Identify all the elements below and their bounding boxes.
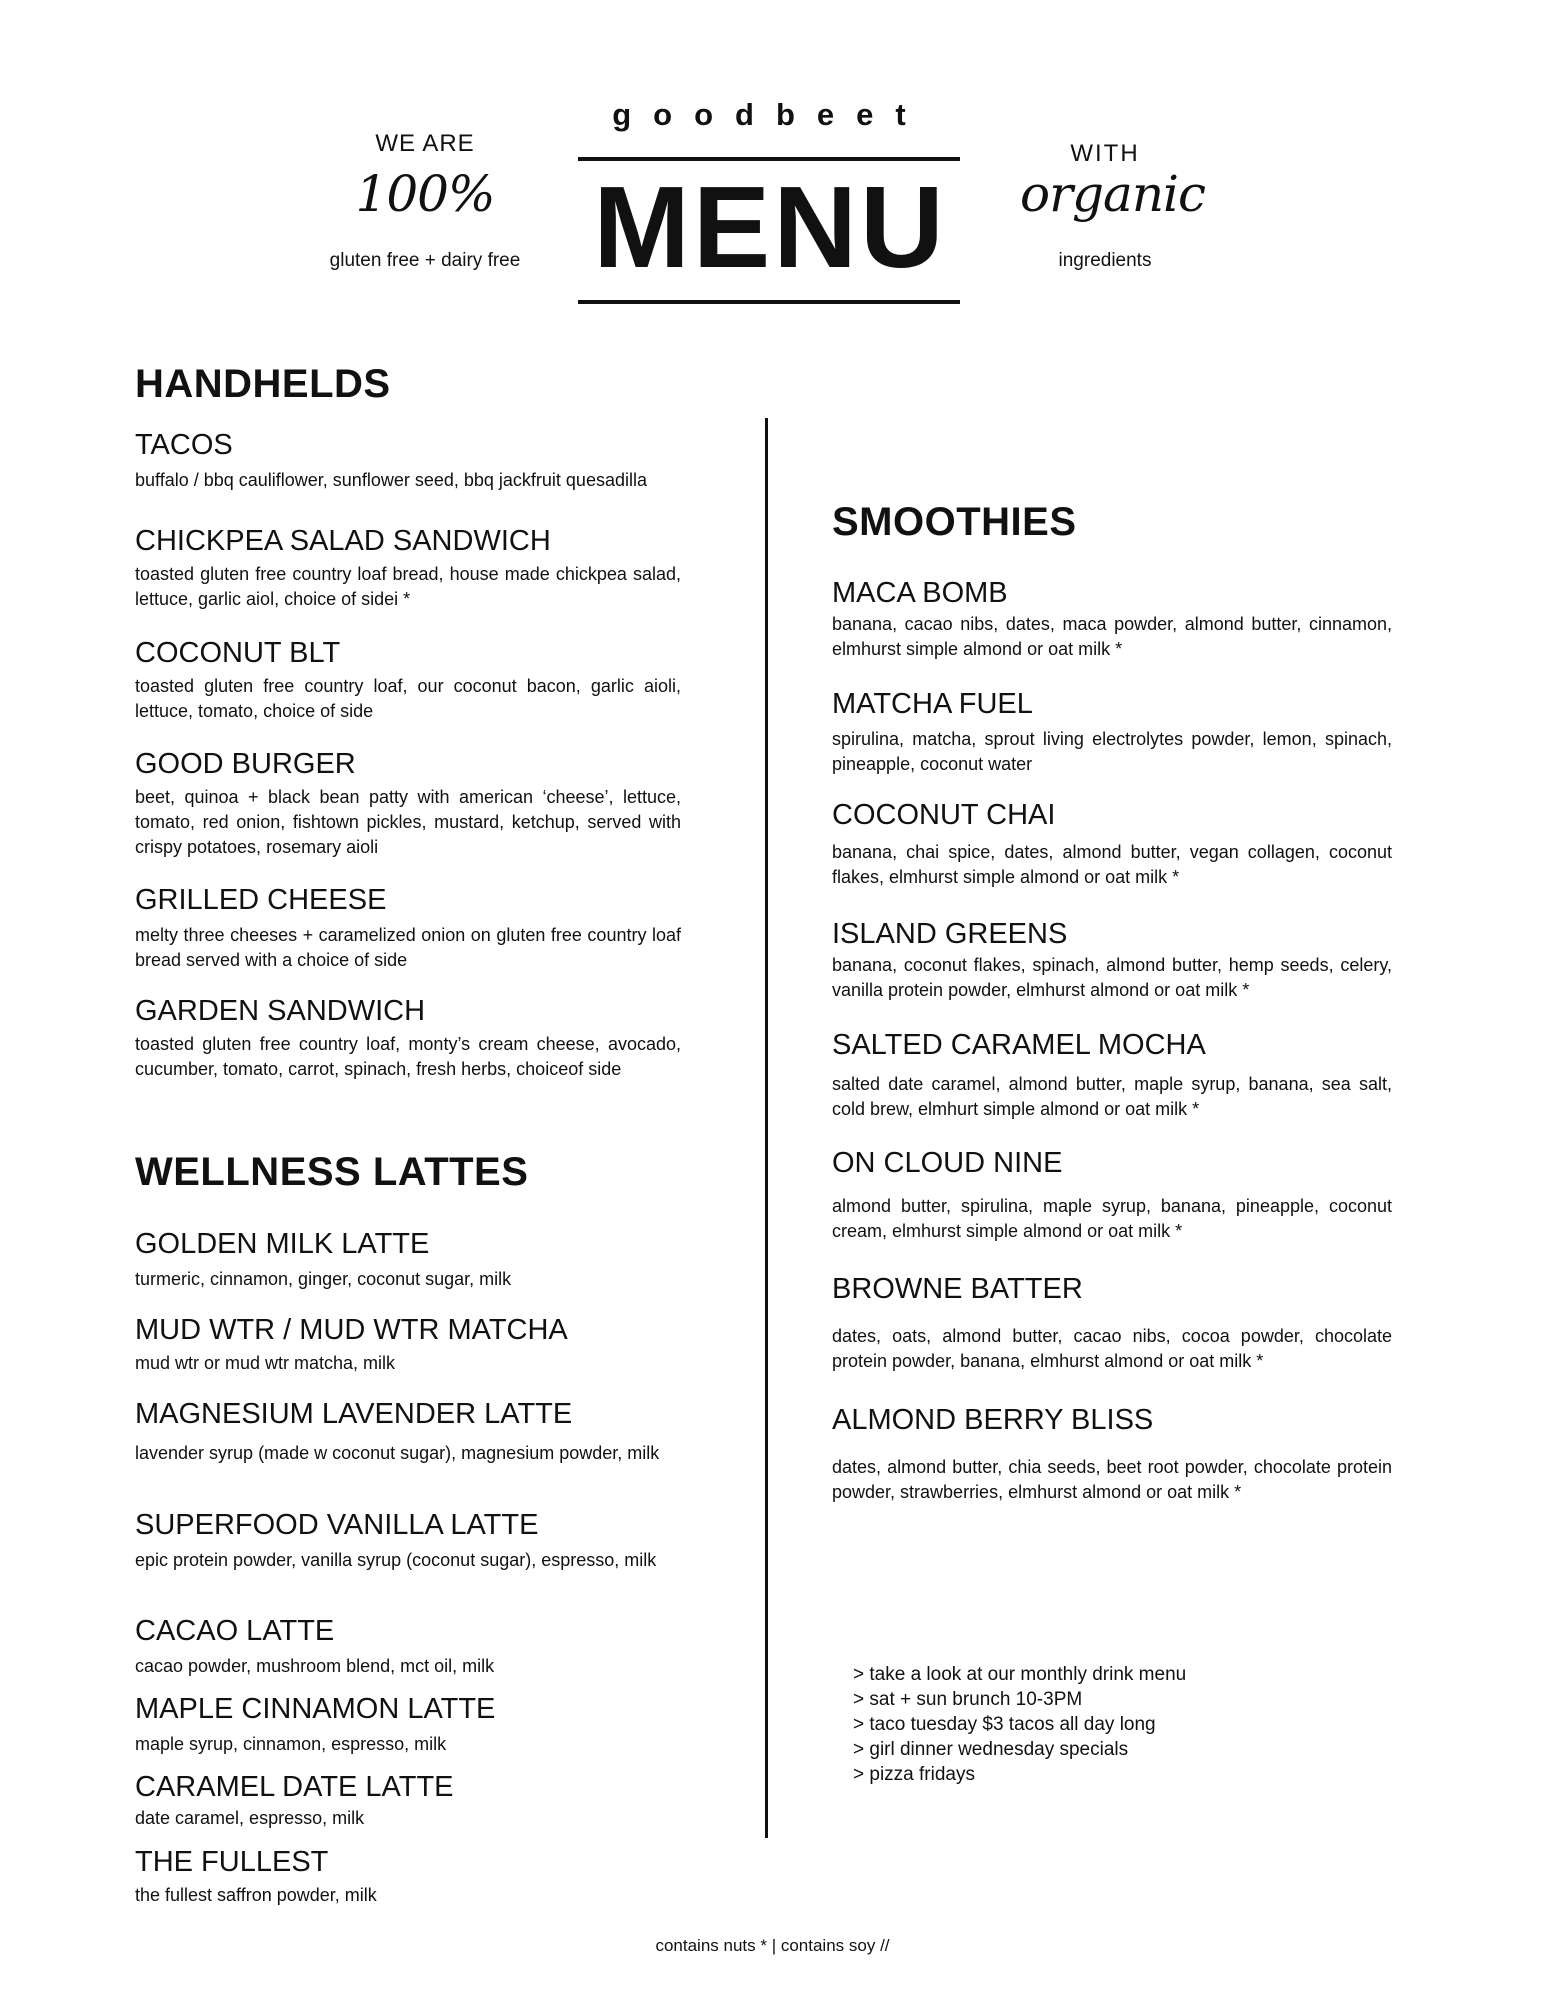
note-line: > taco tuesday $3 tacos all day long — [853, 1714, 1156, 1735]
item-name: MACA BOMB — [832, 577, 1008, 609]
item-description: maple syrup, cinnamon, espresso, milk — [135, 1734, 447, 1754]
wellness-lattes-title: WELLNESS LATTES — [135, 1150, 529, 1194]
menu-item — [135, 428, 681, 493]
note-line: > sat + sun brunch 10-3PM — [853, 1689, 1083, 1710]
menu-item — [135, 636, 681, 724]
item-name: GARDEN SANDWICH — [135, 995, 426, 1027]
menu-top-rule — [578, 157, 960, 161]
item-name: TACOS — [135, 429, 233, 461]
item-description: toasted gluten free country loaf bread, house made chickpea salad, lettuce, garlic aiol, choice of sidei * — [135, 564, 681, 609]
note-line: > pizza fridays — [853, 1764, 975, 1785]
item-description: banana, coconut flakes, spinach, almond butter, hemp seeds, celery, vanilla protein powder, elmhurst almond or oat milk * — [832, 955, 1392, 1000]
menu-item — [832, 687, 1392, 777]
item-description: epic protein powder, vanilla syrup (coconut sugar), espresso, milk — [135, 1550, 657, 1570]
item-description: almond butter, spirulina, maple syrup, banana, pineapple, coconut cream, elmhurst simple almond or oat milk * — [832, 1196, 1392, 1241]
item-description: lavender syrup (made w coconut sugar), magnesium powder, milk — [135, 1443, 660, 1463]
item-name: SALTED CARAMEL MOCHA — [832, 1029, 1206, 1061]
item-description: dates, oats, almond butter, cacao nibs, cocoa powder, chocolate protein powder, banana, elmhurst almond or oat milk * — [832, 1326, 1392, 1371]
item-name: MUD WTR / MUD WTR MATCHA — [135, 1314, 568, 1346]
item-description: cacao powder, mushroom blend, mct oil, milk — [135, 1656, 495, 1676]
item-description: melty three cheeses + caramelized onion on gluten free country loaf bread served with a choice of side — [135, 925, 681, 970]
item-name: ON CLOUD NINE — [832, 1147, 1063, 1179]
item-description: date caramel, espresso, milk — [135, 1808, 365, 1828]
item-description: toasted gluten free country loaf, our coconut bacon, garlic aioli, lettuce, tomato, choice of side — [135, 676, 681, 721]
we-are-label: WE ARE — [375, 130, 475, 157]
menu-item — [832, 576, 1392, 662]
item-name: CARAMEL DATE LATTE — [135, 1771, 454, 1803]
item-description: banana, cacao nibs, dates, maca powder, almond butter, cinnamon, elmhurst simple almond or oat milk * — [832, 614, 1392, 659]
item-name: COCONUT BLT — [135, 637, 341, 669]
menu-item — [135, 1770, 681, 1831]
item-description: spirulina, matcha, sprout living electrolytes powder, lemon, spinach, pineapple, coconut water — [832, 729, 1392, 774]
item-description: mud wtr or mud wtr matcha, milk — [135, 1353, 396, 1373]
menu-item — [135, 1313, 681, 1376]
item-name: GOOD BURGER — [135, 748, 356, 780]
note-line: > take a look at our monthly drink menu — [853, 1664, 1187, 1685]
menu-item — [135, 1692, 681, 1757]
item-name: GOLDEN MILK LATTE — [135, 1228, 430, 1260]
menu-title: MENU — [593, 162, 947, 292]
menu-item — [832, 917, 1392, 1003]
item-description: buffalo / bbq cauliflower, sunflower seed, bbq jackfruit quesadilla — [135, 470, 647, 490]
item-description: dates, almond butter, chia seeds, beet root powder, chocolate protein powder, strawberries, elmhurst almond or oat milk * — [832, 1457, 1392, 1502]
menu-item — [135, 883, 681, 973]
menu-item — [135, 524, 681, 612]
item-description: salted date caramel, almond butter, maple syrup, banana, sea salt, cold brew, elmhurt simple almond or oat milk * — [832, 1074, 1392, 1119]
gluten-free-dairy-free-label: gluten free + dairy free — [329, 250, 521, 271]
item-name: MATCHA FUEL — [832, 688, 1033, 720]
item-name: THE FULLEST — [135, 1846, 329, 1878]
item-name: MAPLE CINNAMON LATTE — [135, 1693, 496, 1725]
item-name: BROWNE BATTER — [832, 1273, 1083, 1305]
item-name: CHICKPEA SALAD SANDWICH — [135, 525, 551, 557]
menu-item — [135, 1227, 681, 1292]
item-name: GRILLED CHEESE — [135, 884, 387, 916]
item-name: SUPERFOOD VANILLA LATTE — [135, 1509, 539, 1541]
menu-item — [135, 1614, 681, 1679]
item-name: ISLAND GREENS — [832, 918, 1068, 950]
menu-item — [135, 1845, 681, 1908]
column-divider — [765, 418, 768, 1838]
item-description: beet, quinoa + black bean patty with american ‘cheese’, lettuce, tomato, red onion, fishtown pickles, mustard, ketchup, served with crispy potatoes, rosemary aioli — [135, 787, 681, 857]
menu-bottom-rule — [578, 300, 960, 304]
smoothies-title: SMOOTHIES — [832, 500, 1077, 544]
menu-item — [135, 1397, 681, 1466]
item-name: ALMOND BERRY BLISS — [832, 1404, 1154, 1436]
item-name: MAGNESIUM LAVENDER LATTE — [135, 1398, 573, 1430]
item-name: COCONUT CHAI — [832, 799, 1056, 831]
item-description: turmeric, cinnamon, ginger, coconut sugar, milk — [135, 1269, 512, 1289]
menu-item — [135, 1508, 681, 1573]
menu-item — [135, 747, 681, 860]
item-name: CACAO LATTE — [135, 1615, 335, 1647]
specials-notes — [853, 1662, 1186, 1787]
menu-item — [135, 994, 681, 1082]
brand-name: goodbeet — [612, 97, 928, 132]
handhelds-title: HANDHELDS — [135, 362, 391, 406]
allergen-legend: contains nuts * | contains soy // — [655, 1936, 890, 1955]
ingredients-label: ingredients — [1058, 250, 1152, 271]
menu-item — [832, 798, 1392, 890]
menu-item — [832, 1272, 1392, 1374]
menu-item — [832, 1403, 1392, 1505]
menu-item — [832, 1146, 1392, 1244]
hundred-percent-script: 100% — [355, 165, 495, 223]
item-description: banana, chai spice, dates, almond butter, vegan collagen, coconut flakes, elmhurst simple almond or oat milk * — [832, 842, 1392, 887]
item-description: the fullest saffron powder, milk — [135, 1885, 377, 1905]
note-line: > girl dinner wednesday specials — [853, 1739, 1129, 1760]
organic-script: organic — [1020, 165, 1206, 223]
with-label: WITH — [1070, 140, 1140, 167]
item-description: toasted gluten free country loaf, monty’s cream cheese, avocado, cucumber, tomato, carrot, spinach, fresh herbs, choiceof side — [135, 1034, 681, 1079]
menu-item — [832, 1028, 1392, 1122]
